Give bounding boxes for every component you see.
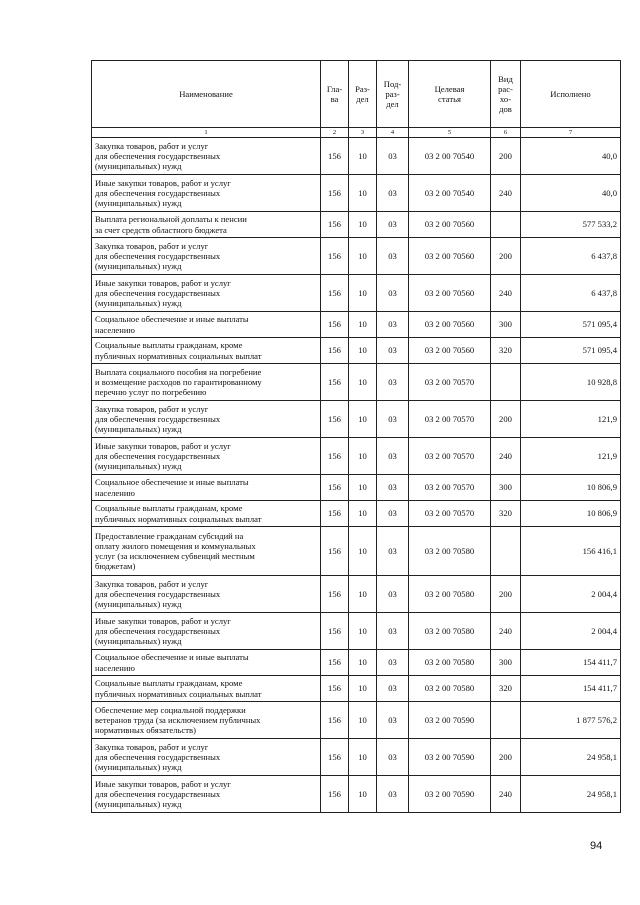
row-target-article: 03 2 00 70560 [409, 212, 491, 238]
row-expense-type: 200 [491, 401, 521, 438]
row-name: Иные закупки товаров, работ и услуг для обеспечения государственных (муниципальных) нужд [92, 438, 321, 475]
row-razdel: 10 [349, 702, 377, 739]
row-expense-type: 320 [491, 338, 521, 364]
row-expense-type: 320 [491, 501, 521, 527]
row-executed-amount: 24 958,1 [521, 776, 621, 813]
row-glava: 156 [321, 338, 349, 364]
row-glava: 156 [321, 613, 349, 650]
row-target-article: 03 2 00 70560 [409, 275, 491, 312]
row-target-article: 03 2 00 70570 [409, 438, 491, 475]
row-glava: 156 [321, 650, 349, 676]
row-executed-amount: 24 958,1 [521, 739, 621, 776]
row-glava: 156 [321, 739, 349, 776]
table-row [92, 312, 621, 338]
row-target-article: 03 2 00 70590 [409, 739, 491, 776]
row-glava: 156 [321, 475, 349, 501]
row-razdel: 10 [349, 475, 377, 501]
row-name: Закупка товаров, работ и услуг для обеспечения государственных (муниципальных) нужд [92, 238, 321, 275]
table-row [92, 527, 621, 576]
row-target-article: 03 2 00 70570 [409, 401, 491, 438]
table-row [92, 650, 621, 676]
row-razdel: 10 [349, 238, 377, 275]
table-row [92, 238, 621, 275]
row-glava: 156 [321, 576, 349, 613]
row-name: Социальное обеспечение и иные выплаты населению [92, 312, 321, 338]
table-row [92, 613, 621, 650]
header-podrazdel: Под- раз- дел [377, 61, 409, 128]
row-glava: 156 [321, 776, 349, 813]
row-razdel: 10 [349, 739, 377, 776]
row-podrazdel: 03 [377, 527, 409, 576]
row-executed-amount: 10 806,9 [521, 501, 621, 527]
column-number: 2 [321, 128, 349, 138]
row-executed-amount: 1 877 576,2 [521, 702, 621, 739]
row-name: Иные закупки товаров, работ и услуг для обеспечения государственных (муниципальных) нужд [92, 776, 321, 813]
row-podrazdel: 03 [377, 338, 409, 364]
row-podrazdel: 03 [377, 275, 409, 312]
table-row [92, 275, 621, 312]
column-number-row [92, 128, 621, 138]
row-glava: 156 [321, 401, 349, 438]
row-razdel: 10 [349, 175, 377, 212]
row-expense-type: 240 [491, 175, 521, 212]
row-name: Социальные выплаты гражданам, кроме публичных нормативных социальных выплат [92, 501, 321, 527]
row-glava: 156 [321, 364, 349, 401]
row-glava: 156 [321, 175, 349, 212]
row-name: Закупка товаров, работ и услуг для обеспечения государственных (муниципальных) нужд [92, 739, 321, 776]
row-podrazdel: 03 [377, 501, 409, 527]
row-razdel: 10 [349, 576, 377, 613]
row-target-article: 03 2 00 70560 [409, 338, 491, 364]
header-executed: Исполнено [521, 61, 621, 128]
row-executed-amount: 10 806,9 [521, 475, 621, 501]
row-target-article: 03 2 00 70580 [409, 613, 491, 650]
table-row [92, 475, 621, 501]
column-number: 6 [491, 128, 521, 138]
row-name: Выплата региональной доплаты к пенсии за счет средств областного бюджета [92, 212, 321, 238]
row-name: Социальные выплаты гражданам, кроме публичных нормативных социальных выплат [92, 338, 321, 364]
row-target-article: 03 2 00 70580 [409, 576, 491, 613]
header-target-article: Целевая статья [409, 61, 491, 128]
table-row [92, 138, 621, 175]
table-row [92, 364, 621, 401]
row-podrazdel: 03 [377, 739, 409, 776]
table-row [92, 576, 621, 613]
column-number: 4 [377, 128, 409, 138]
row-glava: 156 [321, 238, 349, 275]
column-number: 3 [349, 128, 377, 138]
row-expense-type [491, 212, 521, 238]
table-row [92, 501, 621, 527]
row-executed-amount: 6 437,8 [521, 238, 621, 275]
row-expense-type: 200 [491, 238, 521, 275]
row-name: Закупка товаров, работ и услуг для обеспечения государственных (муниципальных) нужд [92, 401, 321, 438]
table-body [92, 138, 621, 813]
row-expense-type: 240 [491, 776, 521, 813]
row-glava: 156 [321, 438, 349, 475]
row-executed-amount: 154 411,7 [521, 676, 621, 702]
row-glava: 156 [321, 138, 349, 175]
row-glava: 156 [321, 702, 349, 739]
row-expense-type: 240 [491, 613, 521, 650]
row-target-article: 03 2 00 70540 [409, 138, 491, 175]
row-name: Закупка товаров, работ и услуг для обеспечения государственных (муниципальных) нужд [92, 576, 321, 613]
row-executed-amount: 156 416,1 [521, 527, 621, 576]
column-number: 1 [92, 128, 321, 138]
row-podrazdel: 03 [377, 138, 409, 175]
row-glava: 156 [321, 501, 349, 527]
row-executed-amount: 121,9 [521, 401, 621, 438]
row-name: Иные закупки товаров, работ и услуг для обеспечения государственных (муниципальных) нужд [92, 175, 321, 212]
row-podrazdel: 03 [377, 212, 409, 238]
row-expense-type: 300 [491, 650, 521, 676]
row-target-article: 03 2 00 70580 [409, 676, 491, 702]
row-glava: 156 [321, 527, 349, 576]
row-glava: 156 [321, 212, 349, 238]
row-target-article: 03 2 00 70570 [409, 475, 491, 501]
row-target-article: 03 2 00 70570 [409, 501, 491, 527]
row-name: Социальные выплаты гражданам, кроме публичных нормативных социальных выплат [92, 676, 321, 702]
column-number: 7 [521, 128, 621, 138]
table-row [92, 175, 621, 212]
row-razdel: 10 [349, 312, 377, 338]
row-executed-amount: 6 437,8 [521, 275, 621, 312]
row-podrazdel: 03 [377, 312, 409, 338]
row-executed-amount: 2 004,4 [521, 613, 621, 650]
row-name: Предоставление гражданам субсидий на оплату жилого помещения и коммунальных услуг (за исключением субвенций местным бюджетам) [92, 527, 321, 576]
row-podrazdel: 03 [377, 175, 409, 212]
row-razdel: 10 [349, 501, 377, 527]
row-executed-amount: 121,9 [521, 438, 621, 475]
page-number: 94 [590, 840, 603, 852]
row-target-article: 03 2 00 70590 [409, 702, 491, 739]
row-razdel: 10 [349, 613, 377, 650]
row-glava: 156 [321, 275, 349, 312]
row-podrazdel: 03 [377, 776, 409, 813]
row-name: Социальное обеспечение и иные выплаты населению [92, 650, 321, 676]
row-razdel: 10 [349, 212, 377, 238]
row-name: Социальное обеспечение и иные выплаты населению [92, 475, 321, 501]
table-row [92, 776, 621, 813]
row-expense-type [491, 364, 521, 401]
table-row [92, 338, 621, 364]
table-header-row [92, 61, 621, 128]
row-razdel: 10 [349, 364, 377, 401]
row-name: Иные закупки товаров, работ и услуг для обеспечения государственных (муниципальных) нужд [92, 613, 321, 650]
row-target-article: 03 2 00 70580 [409, 650, 491, 676]
row-razdel: 10 [349, 527, 377, 576]
row-name: Закупка товаров, работ и услуг для обеспечения государственных (муниципальных) нужд [92, 138, 321, 175]
header-expense-type: Вид рас- хо- дов [491, 61, 521, 128]
row-target-article: 03 2 00 70570 [409, 364, 491, 401]
row-target-article: 03 2 00 70580 [409, 527, 491, 576]
row-expense-type [491, 702, 521, 739]
row-name: Иные закупки товаров, работ и услуг для обеспечения государственных (муниципальных) нужд [92, 275, 321, 312]
row-razdel: 10 [349, 650, 377, 676]
row-executed-amount: 577 533,2 [521, 212, 621, 238]
row-razdel: 10 [349, 776, 377, 813]
table-row [92, 702, 621, 739]
row-podrazdel: 03 [377, 475, 409, 501]
row-podrazdel: 03 [377, 438, 409, 475]
row-target-article: 03 2 00 70560 [409, 312, 491, 338]
row-razdel: 10 [349, 401, 377, 438]
header-name: Наименование [92, 61, 321, 128]
row-target-article: 03 2 00 70560 [409, 238, 491, 275]
row-expense-type: 200 [491, 739, 521, 776]
row-razdel: 10 [349, 138, 377, 175]
row-podrazdel: 03 [377, 613, 409, 650]
row-expense-type: 240 [491, 438, 521, 475]
row-expense-type: 300 [491, 475, 521, 501]
row-razdel: 10 [349, 438, 377, 475]
row-name: Обеспечение мер социальной поддержки ветеранов труда (за исключением публичных нормативных обязательств) [92, 702, 321, 739]
row-podrazdel: 03 [377, 364, 409, 401]
expenditure-table [91, 60, 621, 813]
column-number: 5 [409, 128, 491, 138]
row-name: Выплата социального пособия на погребение и возмещение расходов по гарантированному перечню услуг по погребению [92, 364, 321, 401]
row-podrazdel: 03 [377, 676, 409, 702]
table-row [92, 739, 621, 776]
row-razdel: 10 [349, 676, 377, 702]
table-row [92, 401, 621, 438]
row-razdel: 10 [349, 338, 377, 364]
row-expense-type [491, 527, 521, 576]
row-podrazdel: 03 [377, 702, 409, 739]
row-target-article: 03 2 00 70540 [409, 175, 491, 212]
row-executed-amount: 571 095,4 [521, 312, 621, 338]
header-razdel: Раз- дел [349, 61, 377, 128]
row-expense-type: 300 [491, 312, 521, 338]
row-glava: 156 [321, 312, 349, 338]
table-row [92, 438, 621, 475]
row-executed-amount: 154 411,7 [521, 650, 621, 676]
row-expense-type: 200 [491, 576, 521, 613]
row-executed-amount: 571 095,4 [521, 338, 621, 364]
row-executed-amount: 2 004,4 [521, 576, 621, 613]
row-expense-type: 240 [491, 275, 521, 312]
row-target-article: 03 2 00 70590 [409, 776, 491, 813]
row-glava: 156 [321, 676, 349, 702]
row-executed-amount: 40,0 [521, 175, 621, 212]
row-expense-type: 200 [491, 138, 521, 175]
row-podrazdel: 03 [377, 238, 409, 275]
row-podrazdel: 03 [377, 576, 409, 613]
row-podrazdel: 03 [377, 650, 409, 676]
row-podrazdel: 03 [377, 401, 409, 438]
row-executed-amount: 10 928,8 [521, 364, 621, 401]
row-executed-amount: 40,0 [521, 138, 621, 175]
table-row [92, 676, 621, 702]
row-razdel: 10 [349, 275, 377, 312]
table-row [92, 212, 621, 238]
row-expense-type: 320 [491, 676, 521, 702]
header-glava: Гла- ва [321, 61, 349, 128]
